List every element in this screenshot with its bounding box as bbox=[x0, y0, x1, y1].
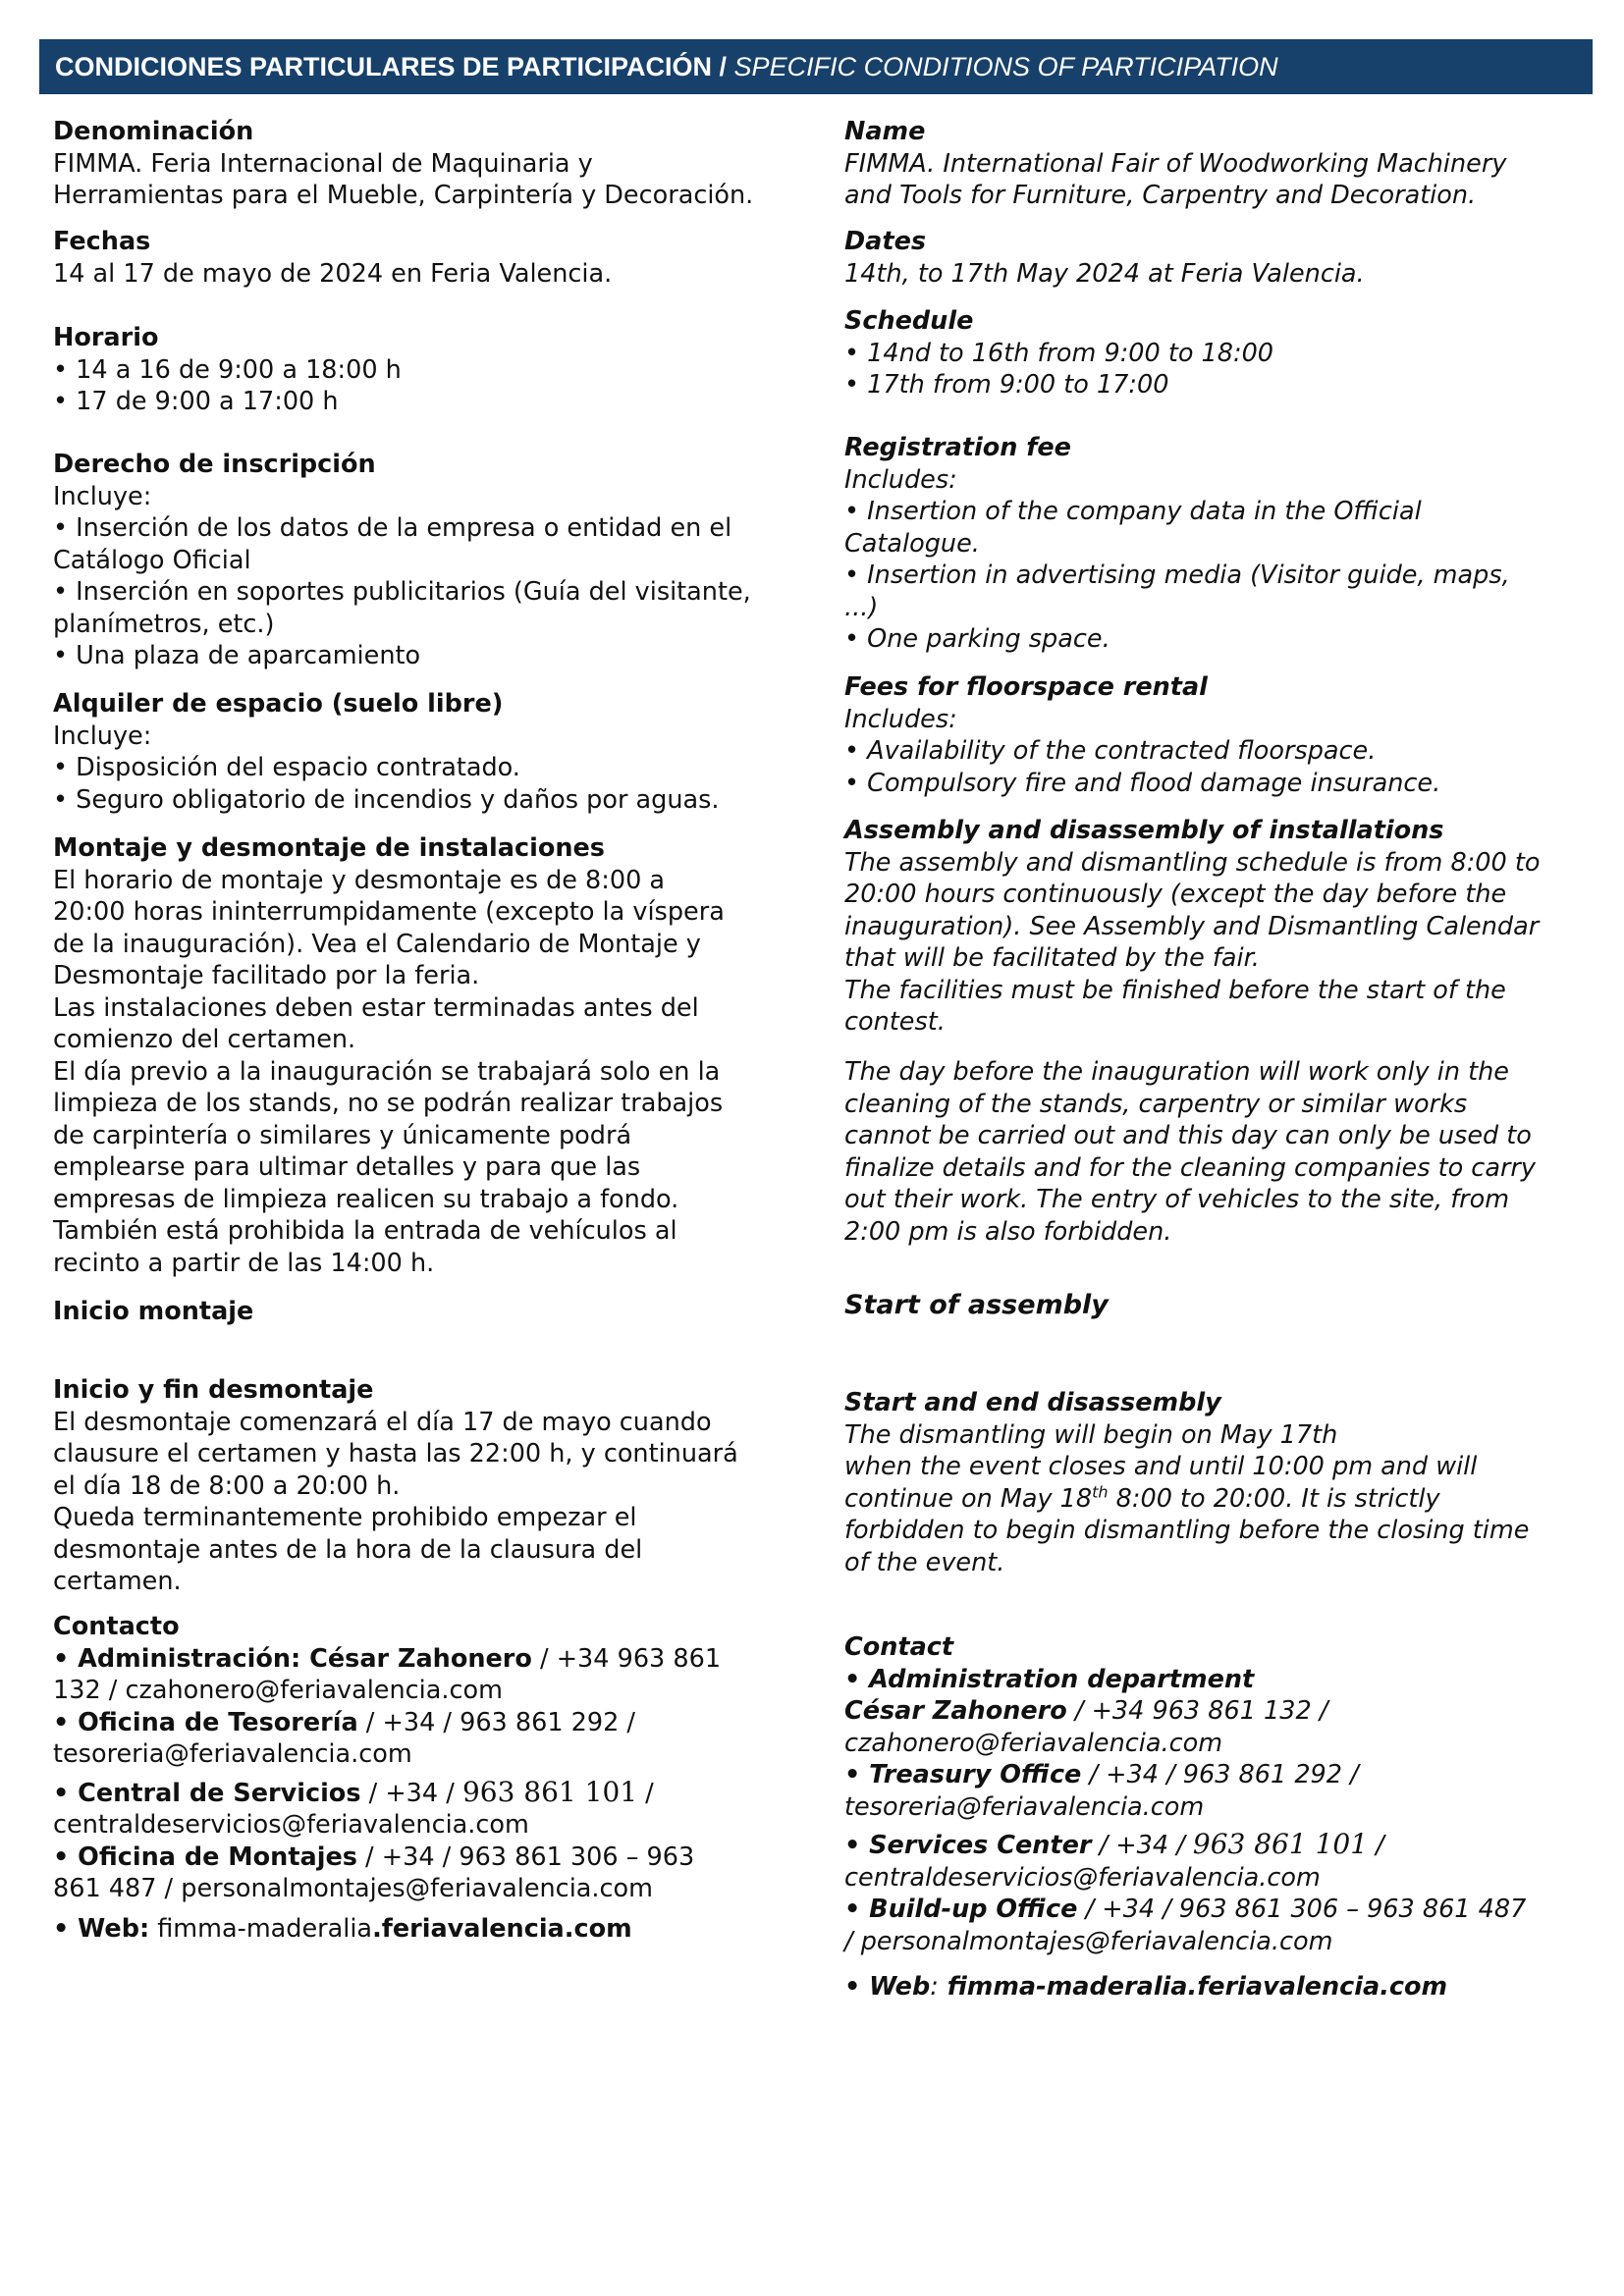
section-title: Derecho de inscripción bbox=[53, 450, 376, 479]
body-line: finalize details and for the cleaning companies to carry bbox=[844, 1152, 1537, 1183]
contact-phone: / +34 963 861 bbox=[531, 1643, 722, 1674]
body-line: • Insertion in advertising media (Visitor guide, maps, bbox=[844, 561, 1510, 590]
contact-buildup bbox=[844, 1894, 1591, 1926]
contact-montajes-cont: 861 487 / personalmontajes@feriavalencia.com bbox=[53, 1874, 653, 1903]
page-header bbox=[39, 39, 1593, 94]
body-line: comienzo del certamen. bbox=[53, 1025, 356, 1054]
body-line: The dismantling will begin on May 17th bbox=[844, 1419, 1338, 1450]
contact-label: • Administration department bbox=[844, 1664, 1255, 1694]
section-title: Inicio montaje bbox=[53, 1297, 254, 1326]
body-line: forbidden to begin dismantling before the closing time bbox=[844, 1516, 1530, 1545]
contact-admin-cont: 132 / czahonero@feriavalencia.com bbox=[53, 1676, 503, 1705]
text-part: continue on May 18 bbox=[844, 1483, 1093, 1514]
body-line: Includes: bbox=[844, 464, 957, 495]
contact-phone: / +34 / 963 861 292 / bbox=[1081, 1760, 1359, 1789]
body-line: de carpintería o similares y únicamente podrá bbox=[53, 1120, 632, 1150]
section-dates bbox=[844, 226, 1591, 290]
contact-label: • Oficina de Montajes bbox=[53, 1842, 357, 1872]
contact-label: • Administración: César Zahonero bbox=[53, 1643, 532, 1674]
body-line: • 14nd to 16th from 9:00 to 18:00 bbox=[844, 338, 1274, 368]
body-line: Queda terminantemente prohibido empezar el bbox=[53, 1503, 637, 1532]
section-registration-fee bbox=[844, 432, 1591, 656]
body-line bbox=[844, 1483, 1591, 1516]
body-line: • 17th from 9:00 to 17:00 bbox=[844, 370, 1169, 400]
section-title: Start and end disassembly bbox=[844, 1388, 1221, 1417]
body-line: when the event closes and until 10:00 pm and will bbox=[844, 1452, 1478, 1481]
body-line: planímetros, etc.) bbox=[53, 609, 275, 639]
contact-servicios bbox=[53, 1777, 799, 1810]
section-title: Registration fee bbox=[844, 433, 1071, 462]
section-title: Fechas bbox=[53, 227, 151, 256]
body-line: • Una plaza de aparcamiento bbox=[53, 641, 421, 670]
section-title: Assembly and disassembly of installations bbox=[844, 816, 1444, 845]
contact-web bbox=[53, 1913, 799, 1946]
contact-tesoreria-email: tesoreria@feriavalencia.com bbox=[53, 1739, 412, 1769]
text-part: 8:00 to 20:00. It is strictly bbox=[1108, 1483, 1440, 1514]
body-line: 14 al 17 de mayo de 2024 en Feria Valencia. bbox=[53, 258, 613, 289]
body-line: desmontaje antes de la hora de la clausura del bbox=[53, 1534, 643, 1565]
section-alquiler-espacio bbox=[53, 688, 799, 816]
body-line: empresas de limpieza realicen su trabajo a fondo. bbox=[53, 1184, 679, 1214]
section-title: Contact bbox=[844, 1632, 954, 1662]
web-link-domain[interactable]: .feriavalencia.com bbox=[372, 1913, 632, 1944]
body-line: clausure el certamen y hasta las 22:00 h, y continuará bbox=[53, 1439, 738, 1468]
body-line: 14th, to 17th May 2024 at Feria Valencia. bbox=[844, 258, 1365, 289]
section-title: Alquiler de espacio (suelo libre) bbox=[53, 689, 504, 719]
section-day-before bbox=[844, 1056, 1591, 1248]
body-line: out their work. The entry of vehicles to the site, from bbox=[844, 1185, 1510, 1214]
body-line: that will be facilitated by the fair. bbox=[844, 943, 1260, 973]
section-assembly bbox=[844, 815, 1591, 1039]
contact-web bbox=[844, 1971, 1591, 2003]
ordinal-suffix: th bbox=[1092, 1482, 1109, 1501]
body-line: FIMMA. International Fair of Woodworking Machinery bbox=[844, 148, 1507, 179]
section-montaje bbox=[53, 832, 799, 1279]
body-line: limpieza de los stands, no se podrán realizar trabajos bbox=[53, 1089, 724, 1118]
contact-treasury-email: tesoreria@feriavalencia.com bbox=[844, 1791, 1205, 1822]
section-title: Fees for floorspace rental bbox=[844, 672, 1208, 702]
body-line: certamen. bbox=[53, 1567, 182, 1596]
contact-phone: 963 861 101 bbox=[461, 1775, 638, 1808]
contact-servicios-email: centraldeservicios@feriavalencia.com bbox=[53, 1810, 529, 1840]
body-line: Catalogue. bbox=[844, 528, 980, 559]
section-title: Montaje y desmontaje de instalaciones bbox=[53, 833, 605, 863]
contact-separator: / bbox=[1368, 1831, 1384, 1860]
contact-label: • Build-up Office bbox=[844, 1895, 1078, 1924]
section-title: Horario bbox=[53, 323, 159, 352]
contact-phone: / +34 / 963 861 306 – 963 861 487 bbox=[1077, 1895, 1527, 1924]
section-title: Schedule bbox=[844, 306, 974, 336]
body-line: Incluye: bbox=[53, 721, 152, 751]
body-line: el día 18 de 8:00 a 20:00 h. bbox=[53, 1470, 401, 1501]
body-line: • Disposición del espacio contratado. bbox=[53, 753, 520, 782]
body-line: El desmontaje comenzará el día 17 de mayo cuando bbox=[53, 1407, 712, 1437]
section-name bbox=[844, 116, 1591, 212]
contact-label: • Oficina de Tesorería bbox=[53, 1707, 358, 1737]
body-line: • Availability of the contracted floorspace. bbox=[844, 736, 1377, 766]
contact-label: • Web bbox=[844, 1972, 931, 2002]
section-schedule bbox=[844, 305, 1591, 401]
body-line: Incluye: bbox=[53, 481, 152, 511]
section-fechas bbox=[53, 226, 799, 290]
body-line: Las instalaciones deben estar terminadas antes del bbox=[53, 992, 699, 1023]
body-line: Includes: bbox=[844, 704, 957, 734]
body-line: cleaning of the stands, carpentry or similar works bbox=[844, 1089, 1468, 1119]
body-line: El horario de montaje y desmontaje es de 8:00 a bbox=[53, 865, 666, 895]
section-derecho-inscripcion bbox=[53, 449, 799, 672]
contact-admin-email: czahonero@feriavalencia.com bbox=[844, 1728, 1223, 1758]
body-line: • Inserción en soportes publicitarios (Guía del visitante, bbox=[53, 577, 751, 607]
contact-phone: 963 861 101 bbox=[1192, 1828, 1369, 1860]
body-line: and Tools for Furniture, Carpentry and Decoration. bbox=[844, 181, 1477, 210]
body-line: • 17 de 9:00 a 17:00 h bbox=[53, 387, 339, 416]
body-line: de la inauguración). Vea el Calendario de Montaje y bbox=[53, 929, 701, 959]
body-line: FIMMA. Feria Internacional de Maquinaria y bbox=[53, 148, 593, 179]
contact-admin bbox=[844, 1664, 1591, 1696]
contact-label: • Web: bbox=[53, 1913, 150, 1944]
contact-treasury bbox=[844, 1759, 1591, 1791]
body-line: The facilities must be finished before the start of the bbox=[844, 975, 1506, 1005]
body-line: 20:00 horas ininterrumpidamente (excepto la víspera bbox=[53, 897, 725, 927]
contact-phone: / +34 / 963 861 306 – 963 bbox=[356, 1842, 695, 1872]
contact-admin-detail bbox=[844, 1695, 1591, 1728]
contact-services-email: centraldeservicios@feriavalencia.com bbox=[844, 1862, 1321, 1893]
contact-buildup-email: / personalmontajes@feriavalencia.com bbox=[844, 1926, 1333, 1956]
body-line: Desmontaje facilitado por la feria. bbox=[53, 961, 480, 990]
web-link-prefix[interactable]: fimma-maderalia bbox=[149, 1913, 373, 1944]
section-horario bbox=[53, 322, 799, 418]
body-line: • 14 a 16 de 9:00 a 18:00 h bbox=[53, 354, 402, 385]
section-title: Inicio y fin desmontaje bbox=[53, 1375, 374, 1405]
section-disassembly bbox=[844, 1387, 1591, 1578]
section-desmontaje bbox=[53, 1374, 799, 1598]
body-line: The day before the inauguration will work only in the bbox=[844, 1057, 1509, 1087]
section-inicio-montaje bbox=[53, 1296, 799, 1328]
header-title-es: CONDICIONES PARTICULARES DE PARTICIPACIÓN / bbox=[55, 51, 728, 81]
section-floorspace bbox=[844, 671, 1591, 799]
body-line: También está prohibida la entrada de vehículos al bbox=[53, 1216, 677, 1246]
section-denominacion bbox=[53, 116, 799, 212]
body-line: cannot be carried out and this day can only be used to bbox=[844, 1121, 1532, 1150]
body-line: • Insertion of the company data in the Official bbox=[844, 497, 1422, 526]
body-line: Herramientas para el Mueble, Carpintería y Decoración. bbox=[53, 181, 754, 210]
section-contacto bbox=[53, 1611, 799, 1945]
body-line: ...) bbox=[844, 592, 879, 622]
contact-name: César Zahonero bbox=[844, 1696, 1067, 1726]
section-title: Dates bbox=[844, 227, 927, 256]
body-line: • Compulsory fire and flood damage insurance. bbox=[844, 768, 1441, 798]
contact-label: • Central de Servicios bbox=[53, 1778, 361, 1808]
contact-label: • Treasury Office bbox=[844, 1760, 1082, 1789]
contact-separator: : bbox=[930, 1972, 939, 2002]
section-start-assembly bbox=[844, 1290, 1591, 1322]
section-contact bbox=[844, 1631, 1591, 2003]
body-line: of the event. bbox=[844, 1547, 1005, 1577]
body-line: recinto a partir de las 14:00 h. bbox=[53, 1248, 435, 1278]
contact-admin bbox=[53, 1643, 799, 1676]
body-line: El día previo a la inauguración se trabajará solo en la bbox=[53, 1056, 721, 1087]
contact-prefix: / +34 / bbox=[360, 1778, 462, 1808]
contact-phone: / +34 963 861 132 / bbox=[1066, 1696, 1328, 1726]
body-line: • Inserción de los datos de la empresa o entidad en el bbox=[53, 513, 732, 543]
body-line: 2:00 pm is also forbidden. bbox=[844, 1216, 1172, 1247]
section-title: Denominación bbox=[53, 117, 254, 146]
contact-phone: / +34 / 963 861 292 / bbox=[357, 1707, 636, 1737]
section-title: Start of assembly bbox=[844, 1290, 1109, 1320]
section-title: Name bbox=[844, 117, 926, 146]
contact-separator: / bbox=[637, 1778, 654, 1808]
body-line: contest. bbox=[844, 1007, 946, 1037]
contact-montajes bbox=[53, 1842, 799, 1874]
header-title-en: SPECIFIC CONDITIONS OF PARTICIPATION bbox=[733, 51, 1278, 81]
contact-tesoreria bbox=[53, 1707, 799, 1739]
contact-services bbox=[844, 1829, 1591, 1862]
body-line: inauguration). See Assembly and Dismantling Calendar bbox=[844, 911, 1540, 941]
body-line: 20:00 hours continuously (except the day before the bbox=[844, 880, 1507, 909]
web-link[interactable]: fimma-maderalia.feriavalencia.com bbox=[938, 1972, 1448, 2002]
contact-prefix: / +34 / bbox=[1091, 1831, 1193, 1860]
body-line: emplearse para ultimar detalles y para que las bbox=[53, 1152, 641, 1182]
body-line: Catálogo Oficial bbox=[53, 545, 251, 575]
section-title: Contacto bbox=[53, 1612, 180, 1641]
contact-label: • Services Center bbox=[844, 1831, 1092, 1860]
body-line: • Seguro obligatorio de incendios y daños por aguas. bbox=[53, 784, 720, 815]
body-line: The assembly and dismantling schedule is from 8:00 to bbox=[844, 847, 1541, 878]
body-line: • One parking space. bbox=[844, 624, 1110, 654]
